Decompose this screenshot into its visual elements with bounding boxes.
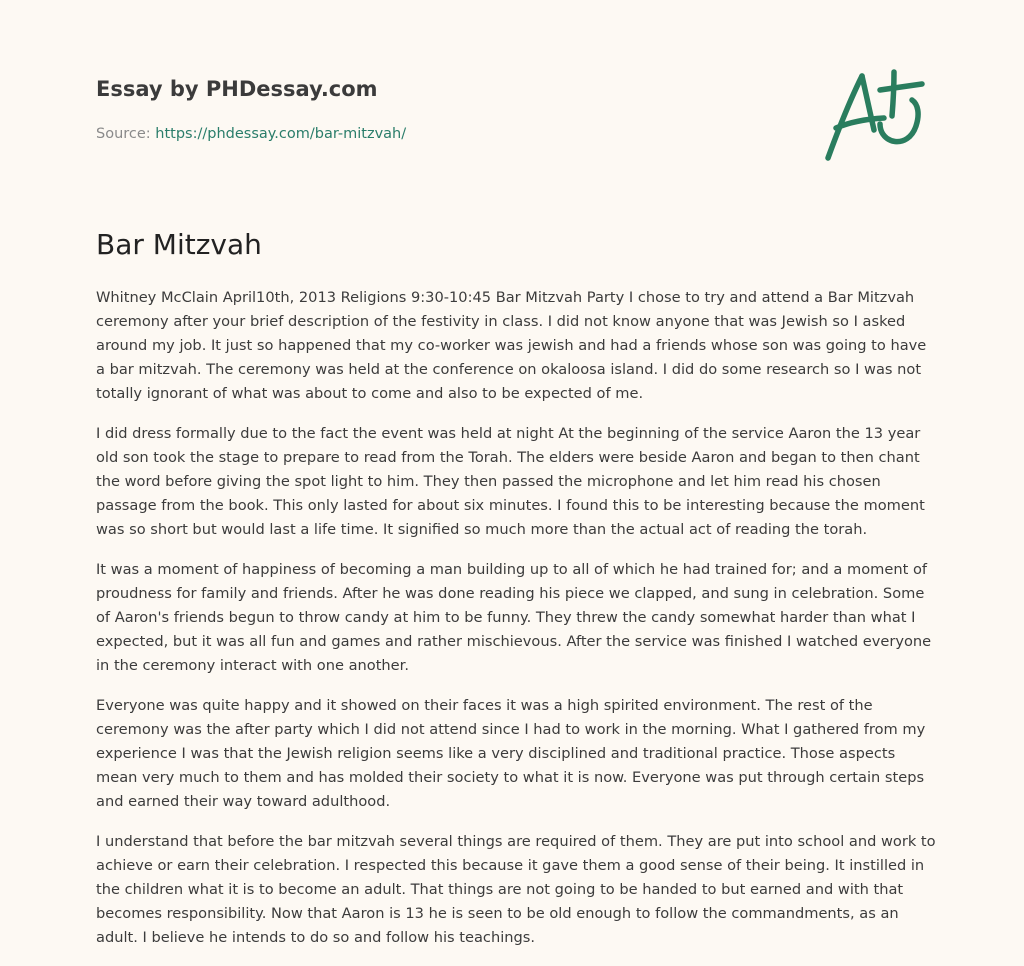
source-line	[96, 124, 926, 144]
a-plus-grade-icon	[822, 64, 932, 166]
essay-paragraph: I understand that before the bar mitzvah several things are required of them. They are put into school and work to achieve or earn their celebration. I respected this because it gave them a good sense of their being. It instilled in the children what it is to become an adult. That things are not going to be handed to but earned and with that becomes responsibility. Now that Aaron is 13 he is seen to be old enough to follow the commandments, as an adult. I believe he intends to do so and follow his teachings.	[96, 833, 936, 946]
essay-paragraph: Everyone was quite happy and it showed on their faces it was a high spirited environment. The rest of the ceremony was the after party which I did not attend since I had to work in the morning. What I gathered from my experience I was that the Jewish religion seems like a very disciplined and traditional practice. Those aspects mean very much to them and has molded their society to what it is now. Everyone was put through certain steps and earned their way toward adulthood.	[96, 697, 926, 810]
essay-paragraph: I did dress formally due to the fact the event was held at night At the beginning of the service Aaron the 13 year old son took the stage to prepare to read from the Torah. The elders were beside Aaron and began to then chant the word before giving the spot light to him. They then passed the microphone and let him read his chosen passage from the book. This only lasted for about six minutes. I found this to be interesting because the moment was so short but would last a life time. It signified so much more than the actual act of reading the torah.	[96, 425, 925, 538]
essay-paragraph: Whitney McClain April10th, 2013 Religions 9:30-10:45 Bar Mitzvah Party I chose to try and attend a Bar Mitzvah ceremony after your brief description of the festivity in class. I did not know anyone that was Jewish so I asked around my job. It just so happened that my co-worker was jewish and had a friends whose son was going to have a bar mitzvah. The ceremony was held at the conference on okaloosa island. I did do some research so I was not totally ignorant of what was about to come and also to be expected of me.	[96, 289, 927, 402]
brand-title: Essay by PHDessay.com	[96, 77, 378, 101]
essay-header	[96, 74, 926, 144]
essay-paragraph: It was a moment of happiness of becoming a man building up to all of which he had trained for; and a moment of proudness for family and friends. After he was done reading his piece we clapped, and sung in celebration. Some of Aaron's friends begun to throw candy at him to be funny. They threw the candy somewhat harder than what I expected, but it was all fun and games and rather mischievous. After the service was finished I watched everyone in the ceremony interact with one another.	[96, 561, 932, 674]
essay-body	[96, 286, 936, 966]
essay-title: Bar Mitzvah	[96, 228, 262, 261]
source-link[interactable]: https://phdessay.com/bar-mitzvah/	[155, 126, 407, 142]
source-label: Source:	[96, 126, 151, 142]
